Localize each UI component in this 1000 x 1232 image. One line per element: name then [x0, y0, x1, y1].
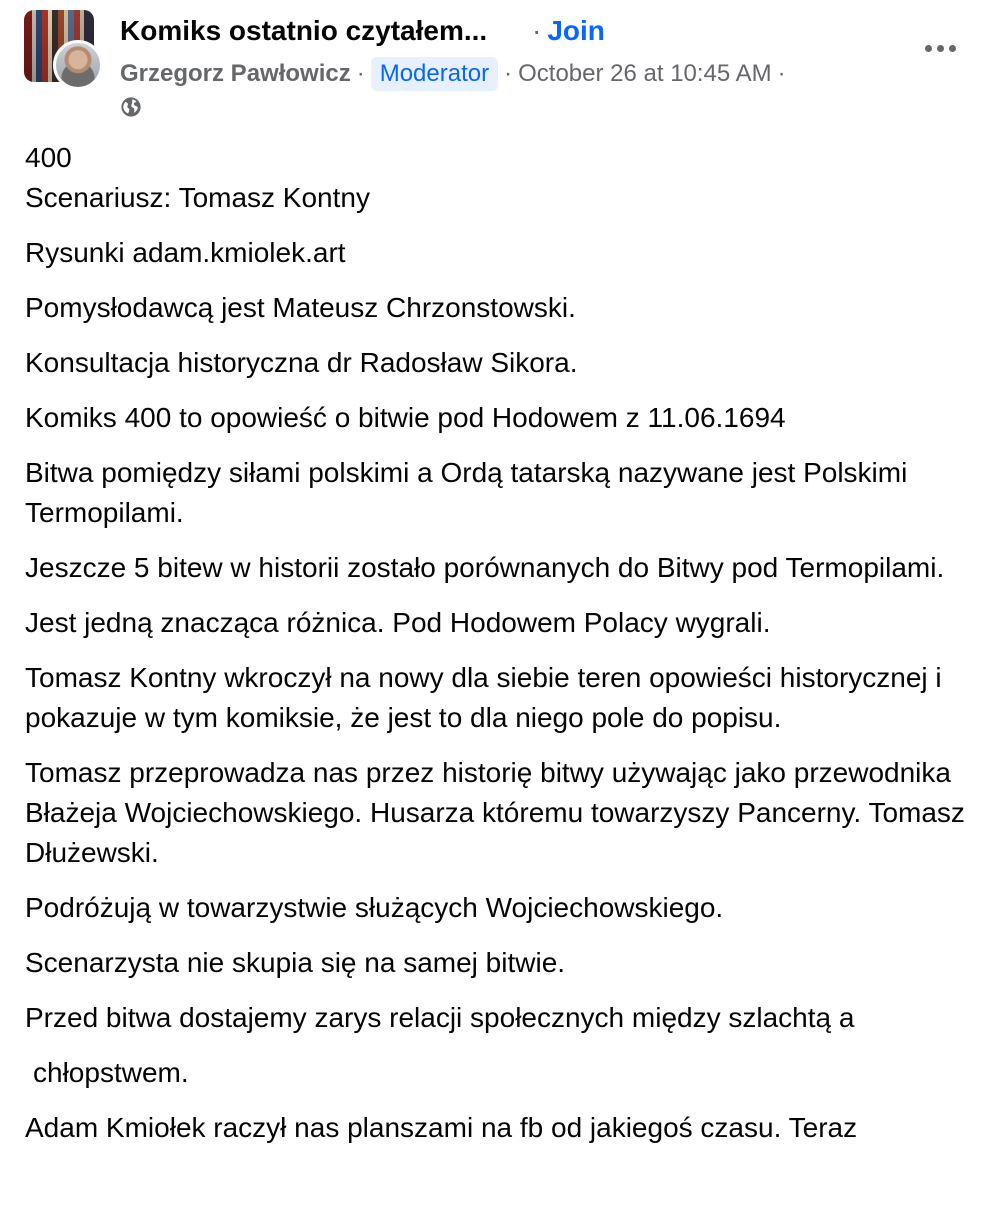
post-line: Pomysłodawcą jest Mateusz Chrzonstowski. [25, 292, 576, 323]
post-line: Scenariusz: Tomasz Kontny [25, 182, 370, 213]
separator-dot: · [777, 60, 786, 87]
more-options-icon [925, 45, 932, 52]
group-name-link[interactable]: Komiks ostatnio czytałem... [120, 15, 488, 46]
post-line: Adam Kmiołek raczył nas planszami na fb od jakiegoś czasu. Teraz [25, 1112, 858, 1143]
post-line: Tomasz przeprowadza nas przez historię bitwy używając jako przewodnika Błażeja Wojciechowskiego. Husarza któremu towarzyszy Pancerny. Tomasz Dłużewski. [25, 757, 965, 868]
post-timestamp-link[interactable]: October 26 at 10:45 AM [518, 60, 772, 87]
post-line: Bitwa pomiędzy siłami polskimi a Ordą tatarską nazywane jest Polskimi Termopilami. [25, 457, 908, 528]
post-header [24, 8, 976, 124]
separator-dot: · [504, 60, 513, 87]
post-line: Tomasz Kontny wkroczył na nowy dla siebie teren opowieści historycznej i pokazuje w tym komiksie, że jest to dla niego pole do popisu. [25, 662, 942, 733]
post-meta [120, 54, 792, 94]
more-options-button[interactable] [920, 32, 960, 64]
more-options-icon [937, 45, 944, 52]
avatar-stack[interactable] [24, 10, 104, 90]
post-line: Komiks 400 to opowieść o bitwie pod Hodowem z 11.06.1694 [25, 402, 786, 433]
separator-dot: · [532, 15, 542, 46]
post-line: Jeszcze 5 bitew w historii zostało porównanych do Bitwy pod Termopilami. [25, 552, 945, 583]
author-name-link[interactable]: Grzegorz Pawłowicz [120, 60, 351, 87]
post-line: Jest jedną znacząca różnica. Pod Hodowem Polacy wygrali. [25, 607, 771, 638]
post-line: 400 [25, 142, 72, 173]
more-options-icon [949, 45, 956, 52]
separator-dot: · [356, 60, 365, 87]
post-line: Rysunki adam.kmiolek.art [25, 237, 346, 268]
join-wrap [526, 14, 605, 48]
post-body [25, 138, 970, 1163]
post-line: Podróżują w towarzystwie służących Wojciechowskiego. [25, 892, 724, 923]
join-button[interactable]: Join [547, 15, 605, 46]
moderator-badge: Moderator [371, 57, 498, 91]
post-line: Przed bitwa dostajemy zarys relacji społecznych między szlachtą a [25, 1002, 855, 1033]
author-avatar[interactable] [53, 40, 103, 90]
post-line: Konsultacja historyczna dr Radosław Sikora. [25, 347, 578, 378]
post-line: Scenarzysta nie skupia się na samej bitwie. [25, 947, 566, 978]
post-line: chłopstwem. [33, 1057, 189, 1088]
globe-icon[interactable] [120, 96, 142, 118]
